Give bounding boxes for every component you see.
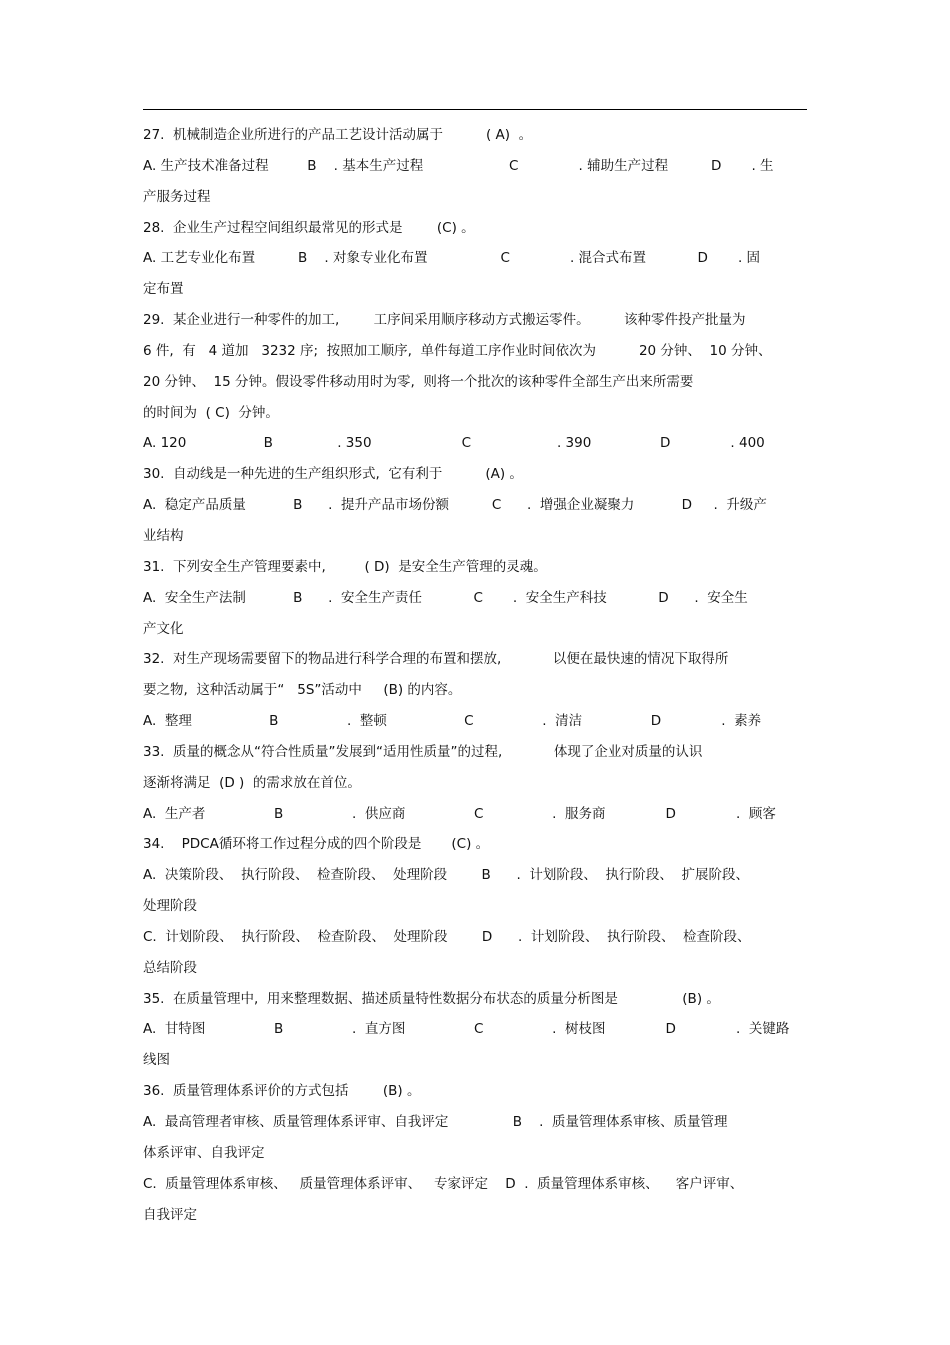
text-line: 31. 下列安全生产管理要素中, ( D) 是安全生产管理的灵魂。	[143, 558, 547, 575]
text-line: 线图	[143, 1052, 170, 1069]
text-line: A. 整理 B . 整顿 C . 清洁 D . 素养	[143, 713, 762, 730]
text-line: 业结构	[143, 527, 184, 544]
text-line: A. 甘特图 B . 直方图 C . 树枝图 D . 关键路	[143, 1021, 790, 1038]
text-line: A. 最高管理者审核、质量管理体系评审、自我评定 B . 质量管理体系审核、质量管理	[143, 1114, 728, 1130]
text-line: A. 安全生产法制 B . 安全生产责任 C . 安全生产科技 D . 安全生	[143, 589, 748, 606]
text-line: 6 件, 有 4 道加 3232 序; 按照加工顺序, 单件每道工序作业时间依次为 20 分钟、 10 分钟、	[143, 342, 772, 359]
text-line: 33. 质量的概念从“符合性质量”发展到“适用性质量”的过程, 体现了企业对质量的认识	[143, 743, 703, 760]
text-line: A. 生产者 B . 供应商 C . 服务商 D . 顾客	[143, 805, 776, 822]
text-line: A. 工艺专业化布置 B . 对象专业化布置 C . 混合式布置 D . 固	[143, 250, 761, 267]
text-line: 32. 对生产现场需要留下的物品进行科学合理的布置和摆放, 以便在最快速的情况下取得所	[143, 651, 729, 668]
text-line: 27. 机械制造企业所进行的产品工艺设计活动属于 ( A) 。	[143, 127, 533, 143]
text-line: C. 质量管理体系审核、 质量管理体系评审、 专家评定 D . 质量管理体系审核、 客户评审、	[143, 1175, 744, 1192]
text-line: 20 分钟、 15 分钟。假设零件移动用时为零, 则将一个批次的该种零件全部生产出来所需要	[143, 373, 694, 390]
text-line: 总结阶段	[143, 959, 197, 976]
text-line: 产服务过程	[143, 188, 211, 205]
text-line: 处理阶段	[143, 898, 197, 915]
text-line: A. 稳定产品质量 B . 提升产品市场份额 C . 增强企业凝聚力 D . 升级产	[143, 497, 767, 514]
text-line: 的时间为 ( C) 分钟。	[143, 404, 279, 421]
text-line: 35. 在质量管理中, 用来整理数据、描述质量特性数据分布状态的质量分析图是 (B) 。	[143, 990, 720, 1007]
text-line: 要之物, 这种活动属于“ 5S”活动中 (B) 的内容。	[143, 682, 462, 699]
text-line: 体系评审、自我评定	[143, 1144, 265, 1161]
text-line: A. 120 B . 350 C . 390 D . 400	[143, 435, 765, 452]
text-line: 28. 企业生产过程空间组织最常见的形式是 (C) 。	[143, 219, 475, 236]
text-line: A. 决策阶段、 执行阶段、 检查阶段、 处理阶段 B . 计划阶段、 执行阶段、 扩展阶段、	[143, 867, 749, 884]
text-line: C. 计划阶段、 执行阶段、 检查阶段、 处理阶段 D . 计划阶段、 执行阶段、 检查阶段、	[143, 928, 751, 945]
text-line: 34. PDCA循环将工作过程分成的四个阶段是 (C) 。	[143, 836, 490, 853]
header-rule	[143, 109, 807, 110]
text-line: A. 生产技术准备过程 B . 基本生产过程 C . 辅助生产过程 D . 生	[143, 157, 774, 174]
question-text	[143, 120, 807, 1230]
text-line: 产文化	[143, 620, 184, 637]
text-line: 29. 某企业进行一种零件的加工, 工序间采用顺序移动方式搬运零件。 该种零件投产批量为	[143, 312, 746, 329]
text-line: 36. 质量管理体系评价的方式包括 (B) 。	[143, 1083, 421, 1100]
text-line: 定布置	[143, 281, 184, 298]
text-line: 自我评定	[143, 1206, 197, 1223]
text-line: 逐渐将满足 (D ) 的需求放在首位。	[143, 774, 361, 791]
text-line: 30. 自动线是一种先进的生产组织形式, 它有利于 (A) 。	[143, 466, 523, 483]
